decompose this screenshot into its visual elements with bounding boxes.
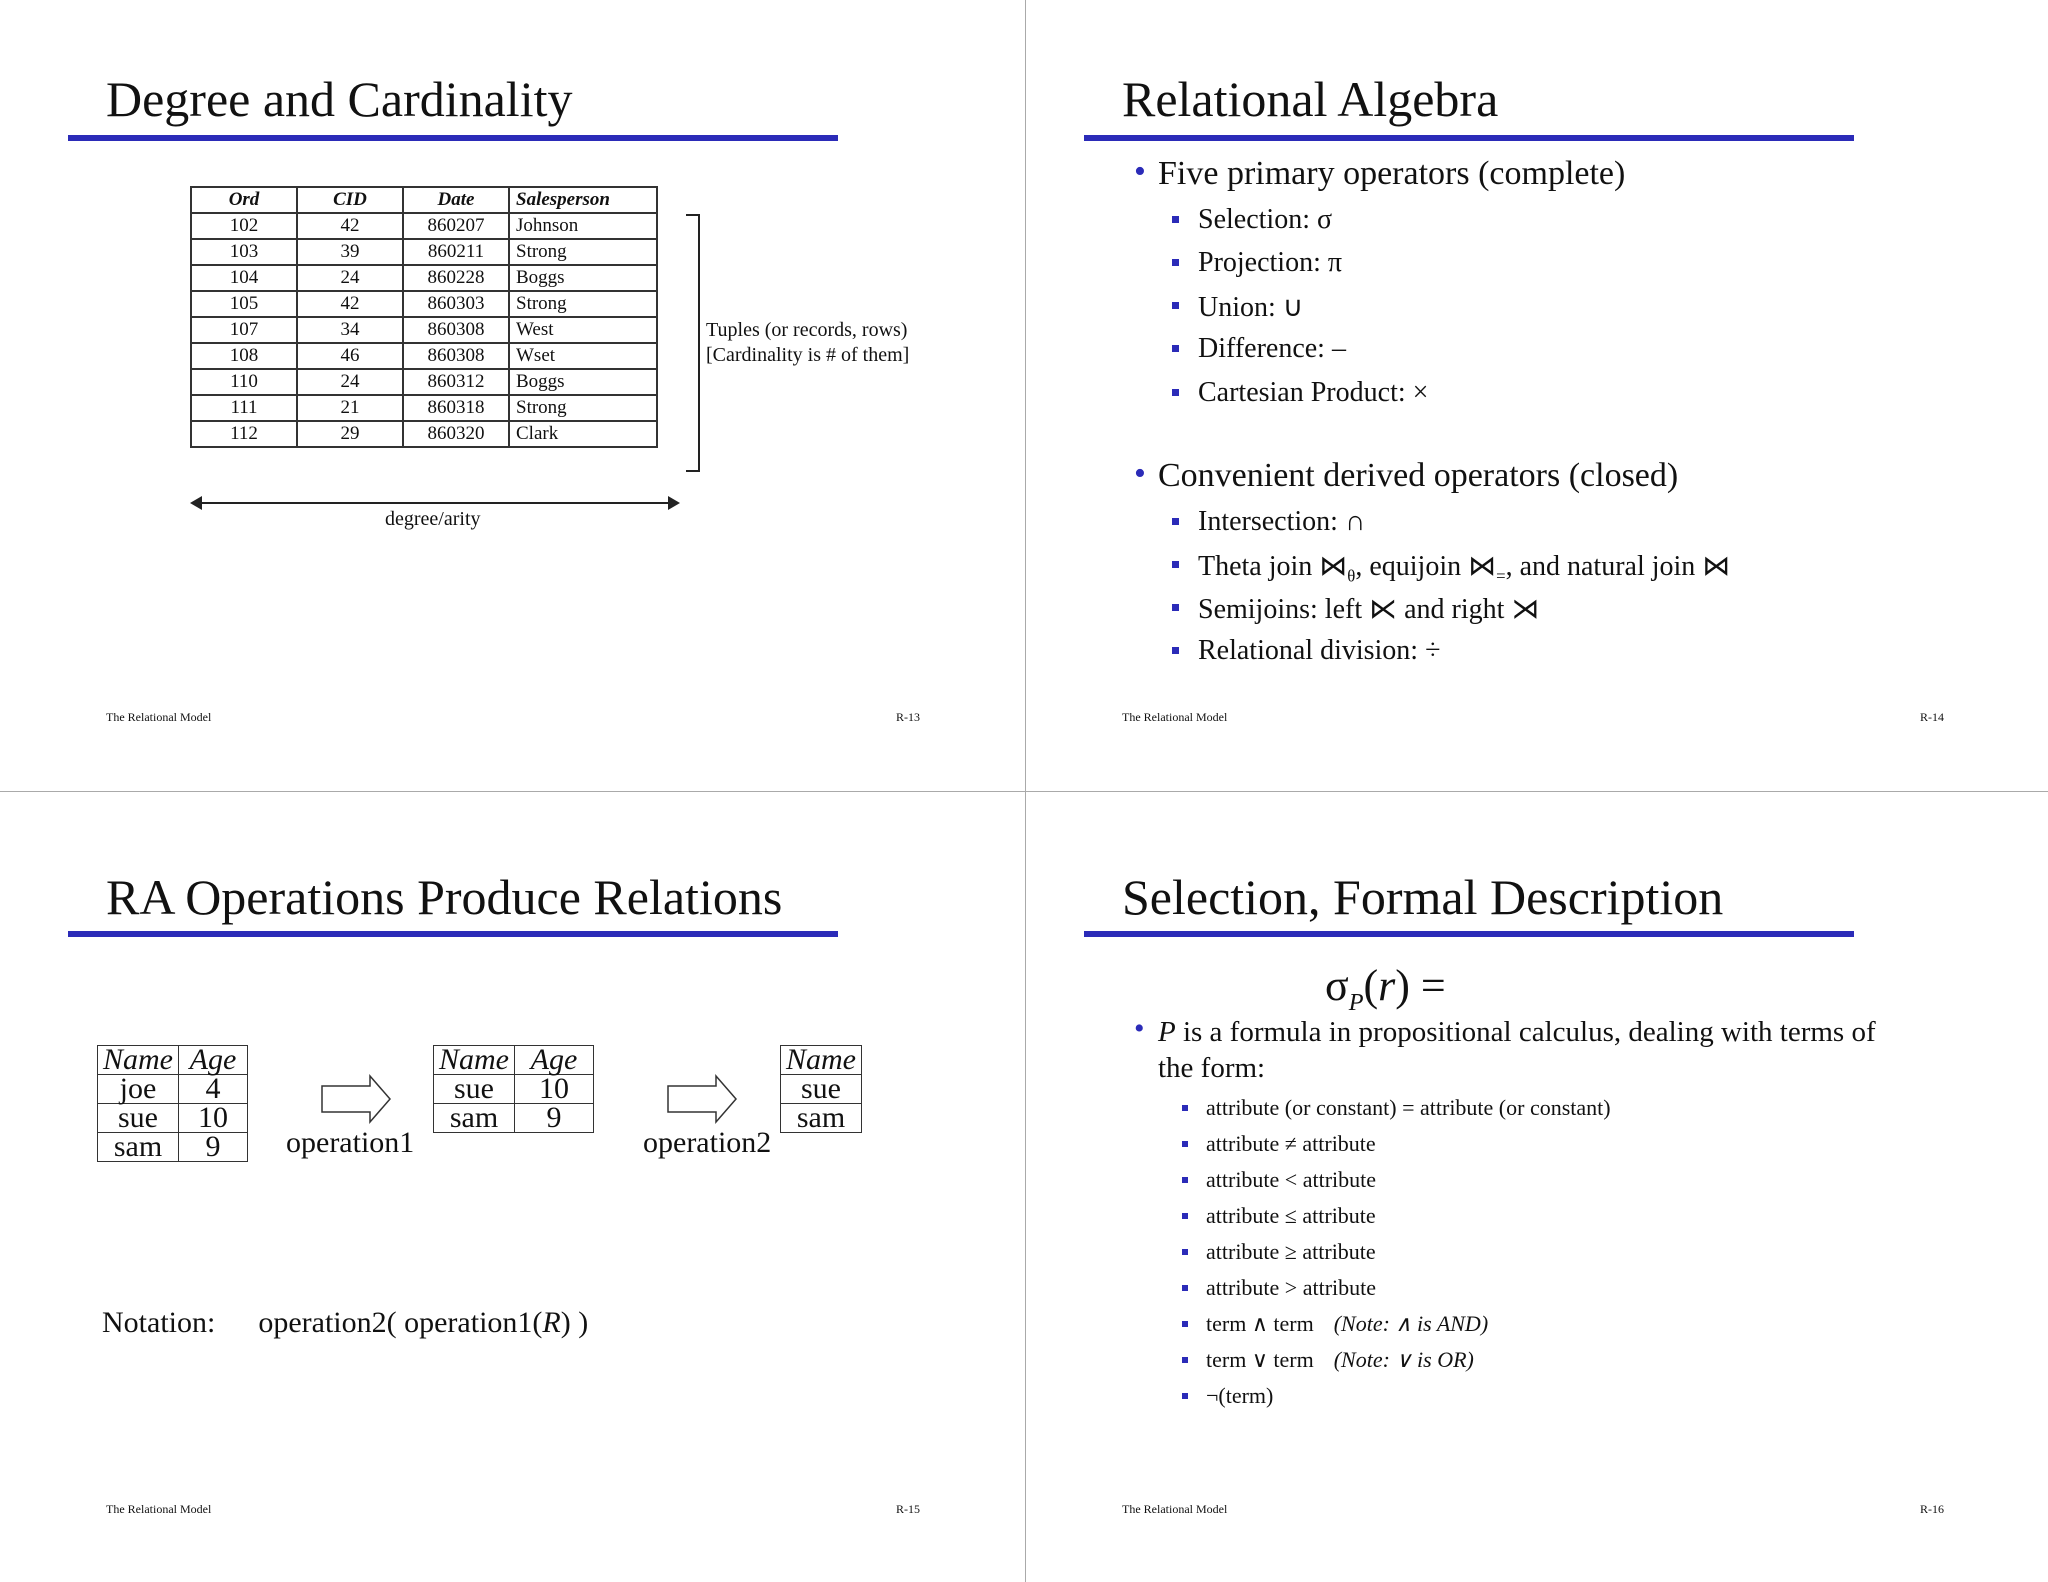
table-row <box>781 1075 862 1104</box>
equals-subscript: = <box>1496 566 1506 586</box>
block-arrow-icon <box>666 1074 738 1124</box>
arrow-left-icon <box>190 496 202 510</box>
list-item <box>1206 1275 1376 1301</box>
relation-table-3 <box>780 1045 862 1133</box>
cell: Johnson <box>509 213 657 239</box>
cell: 112 <box>191 421 297 447</box>
column-header: Age <box>179 1046 248 1075</box>
square-bullet-icon <box>1172 647 1179 654</box>
cell: 104 <box>191 265 297 291</box>
item-text: , and natural join ⋈ <box>1505 551 1731 582</box>
footer-title: The Relational Model <box>106 710 212 724</box>
slide-title: Degree and Cardinality <box>106 71 573 127</box>
square-bullet-icon <box>1172 302 1179 309</box>
cell: 860207 <box>403 213 509 239</box>
column-header: Age <box>515 1046 594 1075</box>
list-item <box>1198 290 1303 324</box>
list-item <box>1206 1167 1376 1193</box>
square-bullet-icon <box>1182 1393 1188 1399</box>
square-bullet-icon <box>1182 1321 1188 1327</box>
list-item <box>1206 1347 1474 1373</box>
item-text: ¬(term) <box>1206 1383 1274 1408</box>
cell: 103 <box>191 239 297 265</box>
notation-relation: R <box>542 1306 561 1339</box>
table-row <box>191 239 657 265</box>
arity-label: degree/arity <box>385 508 481 530</box>
cell: 860318 <box>403 395 509 421</box>
list-item <box>1206 1311 1488 1337</box>
table-row <box>98 1104 248 1133</box>
cell: sue <box>98 1104 179 1133</box>
notation-label: Notation: <box>102 1306 216 1339</box>
table-row <box>191 343 657 369</box>
cell: 860320 <box>403 421 509 447</box>
arrow-right-icon <box>668 496 680 510</box>
cell: 860308 <box>403 343 509 369</box>
table-row <box>434 1104 594 1133</box>
title-rule <box>68 135 838 141</box>
cell: 102 <box>191 213 297 239</box>
cell: 107 <box>191 317 297 343</box>
cell: 4 <box>179 1075 248 1104</box>
cell: Boggs <box>509 265 657 291</box>
cell: sam <box>98 1133 179 1162</box>
item-text: attribute > attribute <box>1206 1275 1377 1300</box>
orders-table <box>190 186 658 448</box>
table-row <box>434 1075 594 1104</box>
cell: 46 <box>297 343 403 369</box>
list-item <box>1198 549 1730 587</box>
list-item <box>1198 592 1539 626</box>
title-rule <box>68 931 838 937</box>
item-text: Cartesian Product: × <box>1198 377 1429 408</box>
cell: 9 <box>179 1133 248 1162</box>
item-text: Selection: σ <box>1198 204 1333 235</box>
list-item <box>1206 1095 1611 1121</box>
table-row <box>98 1133 248 1162</box>
slide-r14 <box>1026 0 2048 790</box>
cell: 24 <box>297 265 403 291</box>
list-item <box>1198 377 1428 409</box>
cell: 39 <box>297 239 403 265</box>
page-number: R-13 <box>896 710 920 724</box>
item-text: attribute < attribute <box>1206 1167 1377 1192</box>
page-number: R-16 <box>1920 1502 1944 1516</box>
relation-table-1 <box>97 1045 248 1162</box>
footer-title: The Relational Model <box>106 1502 212 1516</box>
list-item <box>1198 333 1346 365</box>
column-header: Name <box>434 1046 515 1075</box>
bullet-formula-desc <box>1134 1012 1876 1086</box>
slide-title: Selection, Formal Description <box>1122 869 1724 925</box>
relation-table-2 <box>433 1045 594 1133</box>
column-header: Salesperson <box>509 187 657 213</box>
square-bullet-icon <box>1182 1141 1188 1147</box>
square-bullet-icon <box>1172 345 1179 352</box>
item-note: (Note: ∨ is OR) <box>1333 1347 1474 1372</box>
page-number: R-15 <box>896 1502 920 1516</box>
item-text: term ∨ term <box>1206 1347 1314 1372</box>
cell: sue <box>434 1075 515 1104</box>
cell: 9 <box>515 1104 594 1133</box>
formula-text: ( <box>1363 961 1379 1010</box>
notation-line <box>102 1306 588 1340</box>
cell: Strong <box>509 239 657 265</box>
theta-subscript: θ <box>1347 566 1356 586</box>
cell: 860211 <box>403 239 509 265</box>
table-header-row <box>191 187 657 213</box>
cell: 42 <box>297 213 403 239</box>
item-text: Intersection: ∩ <box>1198 506 1366 537</box>
footer-title: The Relational Model <box>1122 1502 1228 1516</box>
slide-r16 <box>1026 792 2048 1582</box>
square-bullet-icon <box>1172 389 1179 396</box>
title-rule <box>1084 135 1854 141</box>
notation-text: ) ) <box>560 1306 589 1339</box>
list-item <box>1206 1131 1376 1157</box>
square-bullet-icon <box>1182 1177 1188 1183</box>
cell: sam <box>434 1104 515 1133</box>
selection-formula <box>1325 960 1446 1017</box>
cell: 105 <box>191 291 297 317</box>
square-bullet-icon <box>1182 1285 1188 1291</box>
item-text: Projection: π <box>1198 247 1343 278</box>
cell: 24 <box>297 369 403 395</box>
item-text: attribute (or constant) = attribute (or constant) <box>1206 1095 1611 1120</box>
item-text: term ∧ term <box>1206 1311 1314 1336</box>
list-item <box>1206 1203 1376 1229</box>
list-item <box>1198 204 1332 236</box>
tuples-line: Tuples (or records, rows) <box>706 319 908 341</box>
table-row <box>191 291 657 317</box>
cell: 10 <box>515 1075 594 1104</box>
list-item <box>1198 635 1440 667</box>
bullet-icon: • <box>1134 153 1146 190</box>
cell: 29 <box>297 421 403 447</box>
slide-title: Relational Algebra <box>1122 71 1499 127</box>
table-row <box>191 265 657 291</box>
cell: 860312 <box>403 369 509 395</box>
square-bullet-icon <box>1172 518 1179 525</box>
list-item <box>1206 1383 1273 1409</box>
page-number: R-14 <box>1920 710 1944 724</box>
block-arrow-icon <box>320 1074 392 1124</box>
square-bullet-icon <box>1182 1105 1188 1111</box>
item-text: attribute ≥ attribute <box>1206 1239 1376 1264</box>
cell: joe <box>98 1075 179 1104</box>
notation-text: operation2( operation1( <box>258 1306 543 1339</box>
cell: Boggs <box>509 369 657 395</box>
square-bullet-icon <box>1182 1213 1188 1219</box>
cell: 110 <box>191 369 297 395</box>
column-header: Name <box>781 1046 862 1075</box>
slide-r13 <box>0 0 1024 790</box>
column-header: Name <box>98 1046 179 1075</box>
bullet-icon: • <box>1134 455 1146 492</box>
cell: 108 <box>191 343 297 369</box>
cardinality-bracket <box>686 214 700 472</box>
bullet-text: the form: <box>1158 1052 1266 1084</box>
square-bullet-icon <box>1182 1249 1188 1255</box>
table-row <box>98 1075 248 1104</box>
bullet-text: Convenient derived operators (closed) <box>1158 457 1679 494</box>
bullet-text: is a formula in propositional calculus, dealing with terms of <box>1175 1016 1876 1048</box>
cell: West <box>509 317 657 343</box>
cell: 21 <box>297 395 403 421</box>
title-rule <box>1084 931 1854 937</box>
item-text: Union: ∪ <box>1198 292 1304 323</box>
cell: 860308 <box>403 317 509 343</box>
bullet-primary <box>1134 153 1626 193</box>
column-header: CID <box>297 187 403 213</box>
table-row <box>191 369 657 395</box>
column-header: Date <box>403 187 509 213</box>
sigma-symbol: σ <box>1325 961 1349 1010</box>
square-bullet-icon <box>1172 216 1179 223</box>
item-text: , equijoin ⋈ <box>1355 551 1497 582</box>
footer-title: The Relational Model <box>1122 710 1228 724</box>
cell: sue <box>781 1075 862 1104</box>
cell: Strong <box>509 395 657 421</box>
item-text: Semijoins: left ⋉ and right ⋊ <box>1198 594 1540 625</box>
operation2-label: operation2 <box>643 1126 772 1159</box>
predicate-subscript: P <box>1348 988 1364 1016</box>
slide-r15 <box>0 792 1024 1582</box>
list-item <box>1198 506 1365 538</box>
predicate-variable: P <box>1158 1016 1176 1048</box>
operation1-label: operation1 <box>286 1126 415 1159</box>
cell: Strong <box>509 291 657 317</box>
item-text: Theta join ⋈ <box>1198 551 1348 582</box>
square-bullet-icon <box>1172 561 1179 568</box>
column-header: Ord <box>191 187 297 213</box>
table-row <box>191 213 657 239</box>
cell: 10 <box>179 1104 248 1133</box>
cell: 111 <box>191 395 297 421</box>
cell: 860228 <box>403 265 509 291</box>
square-bullet-icon <box>1172 259 1179 266</box>
item-text: Relational division: ÷ <box>1198 635 1441 666</box>
item-note: (Note: ∧ is AND) <box>1333 1311 1489 1336</box>
item-text: Difference: – <box>1198 333 1346 364</box>
table-row <box>191 421 657 447</box>
cell: 34 <box>297 317 403 343</box>
list-item <box>1206 1239 1376 1265</box>
slide-title: RA Operations Produce Relations <box>106 869 783 925</box>
arity-arrow-line <box>194 502 668 504</box>
cell: 42 <box>297 291 403 317</box>
cell: 860303 <box>403 291 509 317</box>
bullet-derived <box>1134 455 1679 495</box>
square-bullet-icon <box>1182 1357 1188 1363</box>
relation-variable: r <box>1378 961 1396 1010</box>
bullet-icon: • <box>1134 1012 1145 1045</box>
cell: Wset <box>509 343 657 369</box>
cell: Clark <box>509 421 657 447</box>
formula-text: ) = <box>1395 961 1446 1010</box>
item-text: attribute ≤ attribute <box>1206 1203 1376 1228</box>
table-row <box>191 395 657 421</box>
cardinality-line: [Cardinality is # of them] <box>706 344 910 366</box>
item-text: attribute ≠ attribute <box>1206 1131 1376 1156</box>
tuples-annotation <box>706 318 909 368</box>
table-row <box>191 317 657 343</box>
square-bullet-icon <box>1172 604 1179 611</box>
bullet-text: Five primary operators (complete) <box>1158 155 1626 192</box>
cell: sam <box>781 1104 862 1133</box>
table-row <box>781 1104 862 1133</box>
list-item <box>1198 247 1342 279</box>
